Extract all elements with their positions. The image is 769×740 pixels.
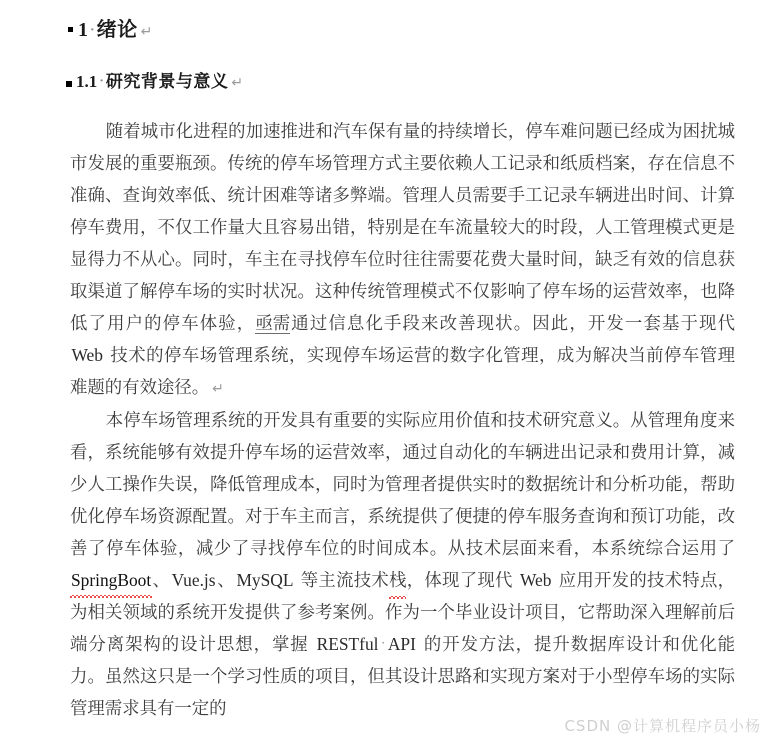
first-line-indent xyxy=(70,116,106,147)
body-text-run: 本停车场管理系统的开发具有重要的实际应用价值和技术研究意义。从管理角度来看，系统能够有效提升停车场的运营效率，通过自动化的车辆进出记录和费用计算，减少人工操作失误，降低管理成本，同时为管理者提供实时的数据统计和分析功能，帮助优化停车场资源配置。对于车主而言，系统提供了便捷的停车服务查询和预订功能，改善了停车体验，减少了寻找停车位的时间成本。从技术层面来看，本系统综合运用了 xyxy=(70,411,735,559)
body-text-run: 通过信息化手段来改善现状。因此，开发一套基于现代 xyxy=(290,314,735,334)
body-text-run: 、 xyxy=(217,571,235,591)
latin-term: API xyxy=(387,634,416,654)
paragraph-mark-icon: ↵ xyxy=(231,75,244,91)
heading-1-title: 绪论 xyxy=(96,17,138,41)
body-text-run: 技术的停车场管理系统，实现停车场运营的数字化管理，成为解决当前停车管理难题的有效途径。 xyxy=(70,346,735,398)
space-dot-mark: · xyxy=(381,635,386,650)
body-text-run: 、 xyxy=(152,571,171,591)
first-line-indent xyxy=(70,405,106,436)
paragraph-mark-icon: ↵ xyxy=(140,24,153,40)
body-text-run: 的开发方法，提升数据库设计和优化能力。虽然这只是一个学习性质的项目，但其设计思路和实现方案对于小型停车场的实际管理需求具有一定的 xyxy=(70,635,735,719)
list-bullet-icon xyxy=(66,81,72,87)
body-text-run: 随着城市化进程的加速推进和汽车保有量的持续增长，停车难问题已经成为困扰城市发展的重要瓶颈。传统的停车场管理方式主要依赖人工记录和纸质档案，存在信息不准确、查询效率低、统计困难等诸多弊端。管理人员需要手工记录车辆进出时间、计算停车费用，不仅工作量大且容易出错，特别是在车流量较大的时段，人工管理模式更是显得力不从心。同时，车主在寻找停车位时往往需要花费大量时间，缺乏有效的信息获取渠道了解停车场的实时状况。这种传统管理模式不仅影响了停车场的运营效率，也降低了用户的停车体验， xyxy=(70,122,735,334)
body-text-run: 等主流技术 xyxy=(294,571,390,591)
heading-2-title: 研究背景与意义 xyxy=(105,72,229,92)
latin-term: Vue.js xyxy=(171,570,216,590)
latin-term: RESTful xyxy=(316,634,379,654)
body-text-run: ，体现了现代 xyxy=(406,571,519,591)
body-text-run: 应用开发的技术特点，为相关领域的系统开发提供了参考案例。作为一个毕业设计项目，它帮助深入理解前后端分离架构的设计思想，掌握 xyxy=(70,571,735,655)
body-paragraph-2 xyxy=(70,405,735,725)
spellcheck-flagged-char: 栈 xyxy=(389,566,406,597)
space-dot-mark: · xyxy=(90,23,95,38)
spellcheck-flagged-term: SpringBoot xyxy=(70,565,152,596)
grammar-marked-text: 亟需 xyxy=(255,314,291,334)
csdn-watermark: CSDN @计算机程序员小杨 xyxy=(564,717,761,735)
heading-1-number: 1 xyxy=(78,19,88,41)
list-bullet-icon xyxy=(68,27,73,32)
latin-term: Web xyxy=(519,570,552,590)
latin-term: Web xyxy=(71,345,103,365)
paragraph-mark-icon: ↵ xyxy=(212,381,224,397)
document-body xyxy=(0,116,769,725)
heading-2-number: 1.1 xyxy=(76,72,98,91)
space-dot-mark: · xyxy=(99,74,104,89)
latin-term: MySQL xyxy=(236,570,294,590)
heading-2-section xyxy=(0,48,769,98)
body-paragraph-1 xyxy=(70,116,735,405)
heading-1-chapter xyxy=(0,0,769,48)
